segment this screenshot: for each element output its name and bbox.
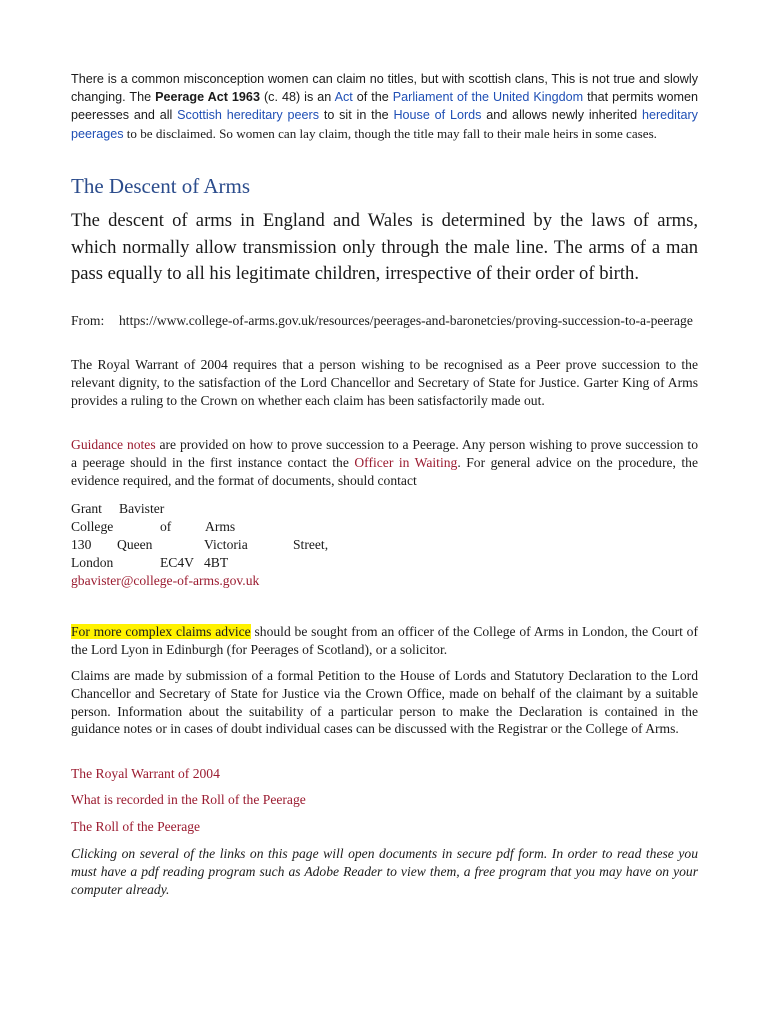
address-word: College [71, 518, 114, 534]
act-link[interactable]: Act [334, 90, 353, 105]
intro-text: to sit in the [319, 108, 394, 123]
complex-claims-text: should be sought from an officer of the College of Arms in London, the Court of the Lord Lyon in Edinburgh (for Peerages of Scotland), or a solicitor. [71, 624, 698, 657]
address-word: Queen [117, 536, 153, 552]
section-heading: The Descent of Arms [71, 174, 251, 198]
intro-paragraph [71, 70, 698, 143]
highlighted-text: For more complex claims advice [71, 624, 251, 639]
address-word: London [71, 554, 114, 570]
peerage-act-title: Peerage Act 1963 [155, 90, 260, 105]
address-word: Grant [71, 501, 102, 516]
intro-text: that permits women peeresses and all [71, 90, 698, 123]
lead-paragraph: The descent of arms in England and Wales is determined by the laws of arms, which normally allow transmission only through the male line. The arms of a man pass equally to all his legitimate children, irrespective of their order of birth. [71, 210, 698, 284]
guidance-notes-link[interactable]: Guidance notes [71, 437, 156, 452]
roll-recorded-link[interactable]: What is recorded in the Roll of the Peerage [71, 792, 306, 807]
parliament-link[interactable]: Parliament of the United Kingdom [392, 90, 584, 105]
royal-warrant-link[interactable]: The Royal Warrant of 2004 [71, 766, 220, 781]
address-word: Street, [293, 536, 329, 552]
intro-text: There is a common misconception women can claim no titles, but with scottish clans, This is not true and slowly changing. The [71, 72, 698, 105]
address-word: 4BT [204, 554, 229, 570]
complex-claims-paragraph [71, 623, 698, 659]
scottish-peers-link[interactable]: Scottish hereditary peers [177, 108, 320, 123]
source-url: https://www.college-of-arms.gov.uk/resources/peerages-and-baronetcies/proving-succession-to-a-peerage [119, 313, 693, 328]
claims-paragraph: Claims are made by submission of a formal Petition to the House of Lords and Statutory Declaration to the Lord Chancellor and Secretary of State for Justice via the Crown Office, made on behalf of the claimant by a suitable person. Information about the suitability of a particular person to make the Declaration is contained in the guidance notes or in cases of doubt individual cases can be discussed with the Registrar or the College of Arms. [71, 668, 698, 737]
address-word: 130 [71, 536, 92, 552]
address-word: Victoria [204, 536, 248, 552]
from-label: From: [71, 313, 105, 328]
guidance-text: are provided on how to prove succession to a Peerage. Any person wishing to prove succession to a peerage should in the first instance contact the [71, 437, 698, 470]
house-of-lords-link[interactable]: House of Lords [393, 108, 482, 123]
warrant-paragraph: The Royal Warrant of 2004 requires that a person wishing to be recognised as a Peer prove succession to the relevant dignity, to the satisfaction of the Lord Chancellor and Secretary of State for Justice. Garter King of Arms provides a ruling to the Crown on whether each claim has been satisfactorily made out. [71, 357, 698, 408]
intro-text: and allows newly inherited [481, 108, 642, 123]
from-line [71, 312, 698, 330]
document-page [71, 70, 698, 897]
guidance-paragraph [71, 436, 698, 489]
address-word: EC4V [160, 554, 194, 570]
intro-text: of the [352, 90, 393, 105]
address-word: of [160, 518, 172, 534]
roll-of-peerage-link[interactable]: The Roll of the Peerage [71, 819, 201, 834]
hereditary-peerages-link[interactable]: hereditary peerages [71, 108, 698, 141]
address-word: Bavister [119, 501, 165, 516]
pdf-note: Clicking on several of the links on this page will open documents in secure pdf form. In order to read these you must have a pdf reading program such as Adobe Reader to view them, a free program that you may have on your computer already. [71, 846, 698, 897]
address-word: Arms [205, 518, 236, 534]
intro-text: (c. 48) is an [259, 90, 335, 105]
email-link[interactable]: gbavister@college-of-arms.gov.uk [71, 572, 260, 588]
guidance-text: . For general advice on the procedure, the evidence required, and the format of documents, should contact [71, 454, 698, 488]
intro-text: to be disclaimed. So women can lay claim, though the title may fall to their male heirs in some cases. [123, 125, 657, 141]
officer-in-waiting-link[interactable]: Officer in Waiting [354, 454, 458, 470]
